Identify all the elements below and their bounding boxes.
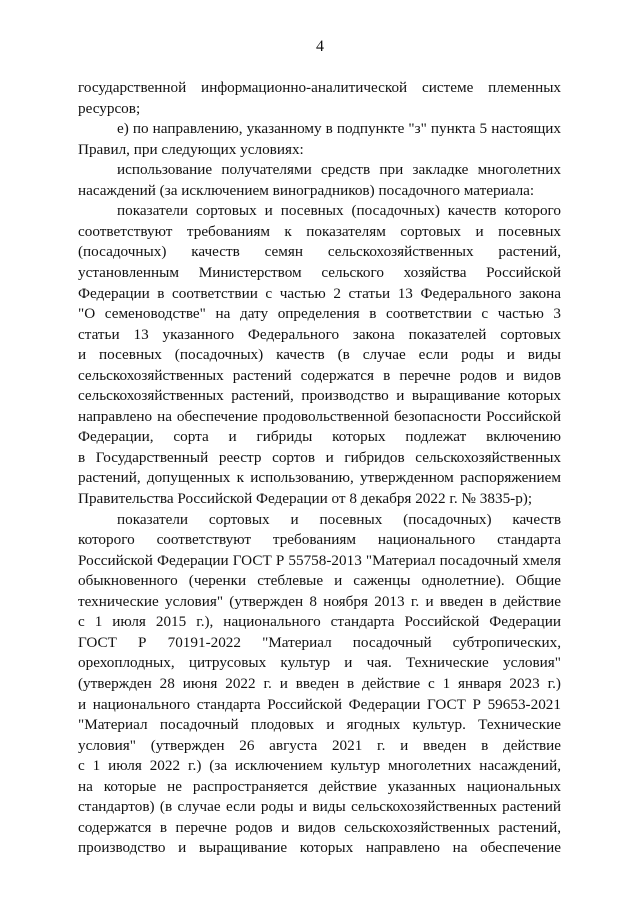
text-line: и посевных (посадочных) качеств (в случае если роды и виды: [78, 346, 561, 364]
text-line: производство и выращивание которых направлено на обеспечение: [78, 839, 561, 857]
text-line: направлено на обеспечение продовольственной безопасности Российской: [78, 407, 561, 425]
text-line: условия" (утвержден 26 августа 2021 г. и введен в действие: [78, 736, 561, 754]
text-line: которого соответствуют требованиям национального стандарта: [78, 531, 561, 549]
text-line: с 1 июля 2022 г.) (за исключением культур многолетних насаждений,: [78, 757, 561, 775]
text-line: ресурсов;: [78, 99, 141, 117]
text-line: Правительства Российской Федерации от 8 декабря 2022 г. № 3835-р);: [78, 490, 533, 507]
text-line: "Материал посадочный плодовых и ягодных культур. Технические: [78, 716, 561, 734]
text-line: е) по направлению, указанному в подпункте "з" пункта 5 настоящих: [117, 120, 561, 138]
text-line: "О семеноводстве" на дату определения в соответствии с частью 3: [78, 305, 561, 323]
text-line: содержатся в перечне родов и видов сельскохозяйственных растений,: [78, 818, 561, 836]
text-line: Российской Федерации ГОСТ Р 55758-2013 "Материал посадочный хмеля: [78, 551, 561, 569]
text-line: сельскохозяйственных растений содержатся в перечне родов и видов: [78, 366, 561, 384]
text-line: Федерации, сорта и гибриды которых подлежат включению: [78, 428, 561, 446]
text-line: сельскохозяйственных растений, производство и выращивание которых: [78, 387, 561, 405]
text-line: Правил, при следующих условиях:: [78, 140, 304, 158]
text-line: показатели сортовых и посевных (посадочных) качеств которого: [117, 202, 561, 220]
text-line: орехоплодных, цитрусовых культур и чая. Технические условия": [78, 654, 561, 672]
text-line: государственной информационно-аналитической системе племенных: [78, 79, 561, 96]
text-line: обыкновенного (черенки стеблевые и саженцы однолетние). Общие: [78, 572, 561, 590]
text-line: (утвержден 28 июня 2022 г. и введен в действие с 1 января 2023 г.): [78, 674, 561, 692]
text-line: установленным Министерством сельского хозяйства Российской: [78, 263, 561, 281]
text-line: ГОСТ Р 70191-2022 "Материал посадочный субтропических,: [78, 633, 561, 651]
text-line: стандартов) (в случае если роды и виды сельскохозяйственных растений: [78, 798, 561, 816]
text-line: на которые не распространяется действие указанных национальных: [78, 777, 561, 795]
text-line: растений, допущенных к использованию, утвержденном распоряжением: [78, 469, 561, 487]
text-line: статьи 13 указанного Федерального закона показателей сортовых: [78, 325, 561, 343]
text-line: технические условия" (утвержден 8 ноября 2013 г. и введен в действие: [78, 592, 561, 610]
text-line: Федерации в соответствии с частью 2 статьи 13 Федерального закона: [78, 284, 561, 302]
page-number: 4: [316, 38, 324, 55]
text-line: соответствуют требованиям к показателям сортовых и посевных: [78, 222, 561, 240]
text-line: и национального стандарта Российской Федерации ГОСТ Р 59653-2021: [78, 695, 561, 713]
text-line: с 1 июля 2015 г.), национального стандарта Российской Федерации: [78, 613, 561, 631]
text-line: показатели сортовых и посевных (посадочных) качеств: [117, 510, 561, 528]
text-line: в Государственный реестр сортов и гибридов сельскохозяйственных: [78, 448, 561, 466]
text-line: использование получателями средств при закладке многолетних: [117, 161, 561, 179]
text-line: (посадочных) качеств семян сельскохозяйственных растений,: [78, 243, 561, 261]
text-line: насаждений (за исключением виноградников) посадочного материала:: [78, 181, 535, 199]
